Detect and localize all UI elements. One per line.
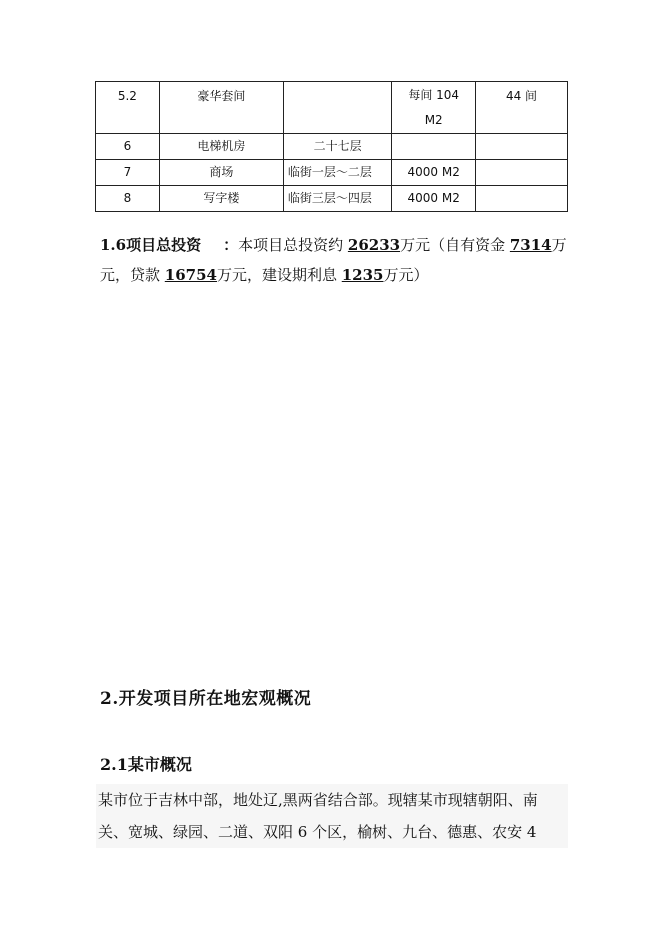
city-overview-paragraph bbox=[96, 784, 568, 848]
table-cell-no: 6 bbox=[96, 134, 160, 160]
table-row bbox=[96, 134, 568, 160]
area-line-2: M2 bbox=[424, 113, 443, 127]
city-overview-line-1: 某市位于吉林中部，地处辽,黑两省结合部。现辖某市现辖朝阳、南 bbox=[98, 791, 538, 809]
table-cell-area: 4000 M2 bbox=[392, 160, 476, 186]
investment-text-4: 万元，建设期利息 bbox=[216, 266, 342, 284]
table-cell-no: 7 bbox=[96, 160, 160, 186]
section-2-1-heading: 2.1某市概况 bbox=[100, 755, 192, 774]
table-row bbox=[96, 186, 568, 212]
table-cell-floor: 临街一层～二层 bbox=[283, 160, 392, 186]
table-cell-no: 5.2 bbox=[96, 82, 160, 134]
table-row bbox=[96, 160, 568, 186]
table-cell-area: 4000 M2 bbox=[392, 186, 476, 212]
table-cell-floor: 二十七层 bbox=[283, 134, 392, 160]
investment-text-2: 万元（自有资金 bbox=[400, 236, 510, 254]
investment-own-funds: 7314 bbox=[509, 236, 552, 254]
investment-heading: 1.6项目总投资 bbox=[100, 236, 202, 254]
table-cell-count bbox=[476, 186, 568, 212]
investment-paragraph bbox=[100, 230, 570, 290]
room-table bbox=[95, 81, 568, 212]
table-cell-name: 电梯机房 bbox=[159, 134, 283, 160]
investment-loan: 16754 bbox=[164, 266, 217, 284]
table-cell-name: 豪华套间 bbox=[159, 82, 283, 134]
investment-text-3: 万元，贷款 bbox=[100, 236, 567, 284]
table-cell-area bbox=[392, 82, 476, 134]
investment-text-5: 万元） bbox=[383, 266, 429, 284]
table-cell-name: 商场 bbox=[159, 160, 283, 186]
table-cell-no: 8 bbox=[96, 186, 160, 212]
table-row bbox=[96, 82, 568, 134]
table-cell-name: 写字楼 bbox=[159, 186, 283, 212]
investment-interest: 1235 bbox=[341, 266, 384, 284]
table-cell-floor bbox=[283, 82, 392, 134]
investment-colon: ： bbox=[223, 236, 239, 254]
table-cell-floor: 临街三层～四层 bbox=[283, 186, 392, 212]
investment-total: 26233 bbox=[347, 236, 401, 254]
table-cell-area bbox=[392, 134, 476, 160]
table-cell-count bbox=[476, 134, 568, 160]
city-overview-line-2: 关、宽城、绿园、二道、双阳 6 个区，榆树、九台、德惠、农安 4 bbox=[98, 823, 537, 841]
table-cell-count: 44 间 bbox=[476, 82, 568, 134]
investment-text-1: 本项目总投资约 bbox=[238, 236, 348, 254]
table-cell-count bbox=[476, 160, 568, 186]
section-2-heading: 2.开发项目所在地宏观概况 bbox=[100, 689, 312, 709]
area-line-1: 每间 104 bbox=[408, 88, 460, 102]
